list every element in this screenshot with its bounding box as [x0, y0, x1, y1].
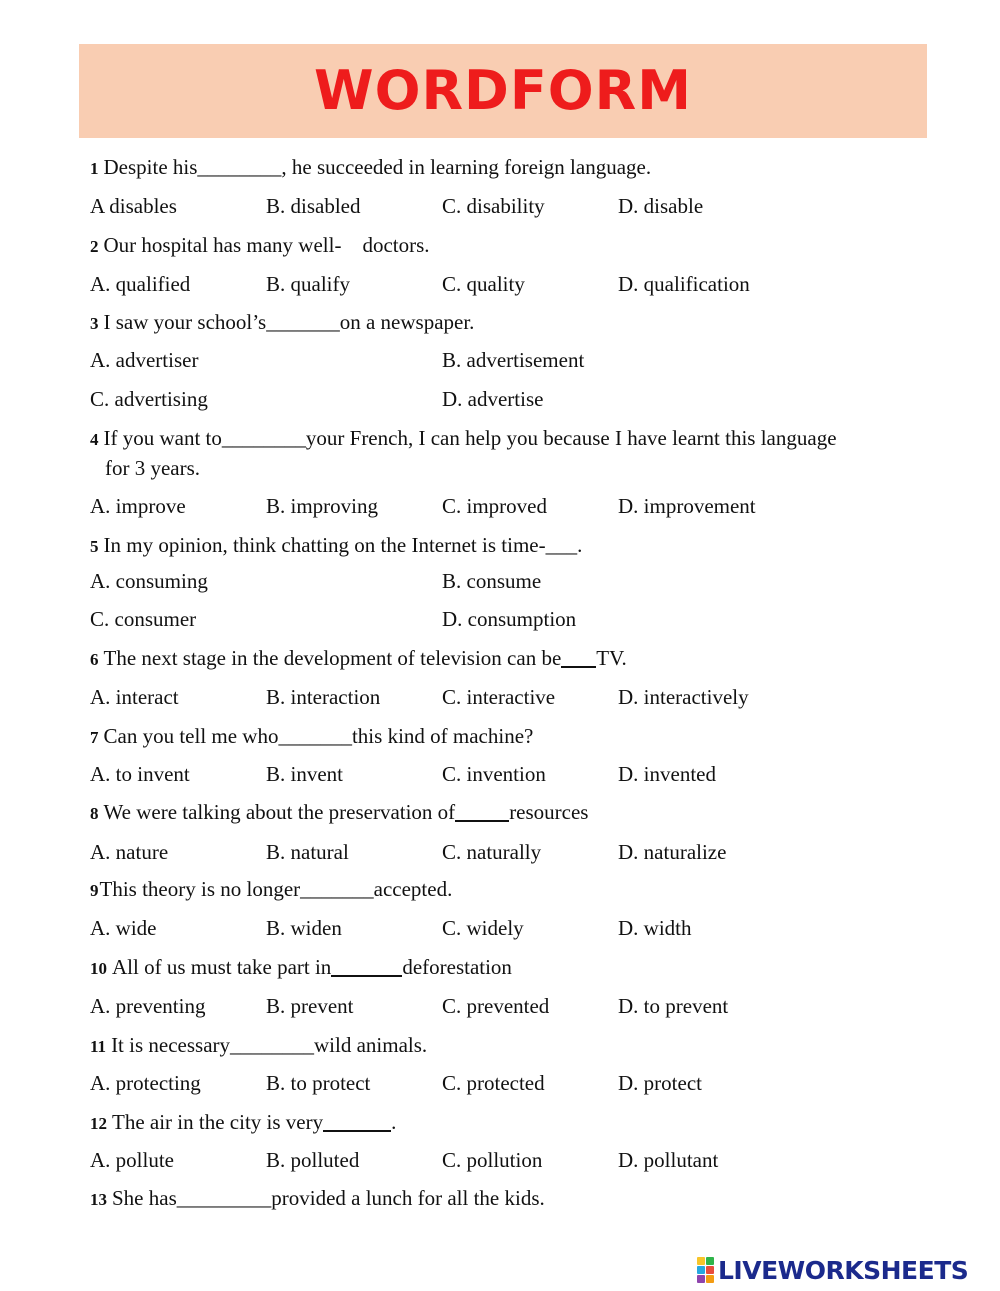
answer-blank[interactable] [455, 802, 509, 822]
option-a[interactable]: A. consuming [90, 569, 208, 593]
worksheet-title: WORDFORM [314, 59, 692, 122]
question-9 [90, 875, 452, 905]
option-c[interactable]: C. invention [442, 762, 546, 786]
question-7 [90, 722, 533, 752]
option-b[interactable]: B. disabled [266, 194, 361, 218]
option-b[interactable]: B. natural [266, 840, 349, 864]
question-text: Despite his________, he succeeded in learning foreign language. [103, 155, 652, 179]
option-d[interactable]: D. naturalize [618, 840, 727, 864]
question-number: 7 [90, 728, 99, 747]
question-text-end: . [391, 1110, 397, 1134]
option-c[interactable]: C. quality [442, 272, 525, 296]
question-6 [90, 644, 627, 674]
option-a[interactable]: A. to invent [90, 762, 190, 786]
question-number: 2 [90, 237, 99, 256]
question-2 [90, 231, 430, 261]
option-a[interactable]: A. protecting [90, 1071, 201, 1095]
option-c[interactable]: C. pollution [442, 1148, 543, 1172]
question-text: It is necessary________wild animals. [111, 1033, 428, 1057]
option-d[interactable]: D. disable [618, 194, 704, 218]
question-number: 3 [90, 314, 99, 333]
question-number: 10 [90, 959, 107, 978]
option-d[interactable]: D. width [618, 916, 692, 940]
question-11 [90, 1031, 427, 1061]
option-d[interactable]: D. interactively [618, 685, 749, 709]
question-text: In my opinion, think chatting on the Internet is time-___. [103, 533, 583, 557]
option-c[interactable]: C. prevented [442, 994, 550, 1018]
option-d[interactable]: D. protect [618, 1071, 702, 1095]
question-number: 5 [90, 537, 99, 556]
title-banner [79, 44, 927, 138]
option-c[interactable]: C. widely [442, 916, 524, 940]
question-text: Our hospital has many well- doctors. [103, 233, 430, 257]
logo-text: LIVEWORKSHEETS [718, 1255, 969, 1285]
option-d[interactable]: D. consumption [442, 607, 577, 631]
option-c[interactable]: C. advertising [90, 387, 208, 411]
option-b[interactable]: B. to protect [266, 1071, 371, 1095]
option-a[interactable]: A. advertiser [90, 348, 199, 372]
option-d[interactable]: D. improvement [618, 494, 756, 518]
option-d[interactable]: D. pollutant [618, 1148, 719, 1172]
question-text-continued: for 3 years. [105, 456, 201, 480]
question-5 [90, 531, 582, 561]
option-a[interactable]: A. qualified [90, 272, 191, 296]
option-d[interactable]: D. qualification [618, 272, 750, 296]
option-b[interactable]: B. consume [442, 569, 542, 593]
logo-icon [697, 1257, 714, 1283]
answer-blank[interactable] [323, 1112, 391, 1132]
option-c[interactable]: C. naturally [442, 840, 542, 864]
option-d[interactable]: D. advertise [442, 387, 544, 411]
option-b[interactable]: B. invent [266, 762, 343, 786]
option-d[interactable]: D. invented [618, 762, 716, 786]
question-text: The next stage in the development of television can be [103, 646, 562, 670]
option-b[interactable]: B. improving [266, 494, 379, 518]
option-a[interactable]: A. improve [90, 494, 186, 518]
answer-blank[interactable] [331, 957, 402, 977]
question-13 [90, 1184, 545, 1214]
question-text-end: deforestation [402, 955, 512, 979]
option-b[interactable]: B. polluted [266, 1148, 360, 1172]
option-a[interactable]: A. wide [90, 916, 157, 940]
option-a[interactable]: A. interact [90, 685, 179, 709]
question-3 [90, 308, 474, 338]
question-text: If you want to________your French, I can help you because I have learnt this language [103, 426, 837, 450]
option-b[interactable]: B. widen [266, 916, 342, 940]
option-b[interactable]: B. prevent [266, 994, 354, 1018]
question-number: 12 [90, 1114, 107, 1133]
option-b[interactable]: B. qualify [266, 272, 350, 296]
question-text-end: TV. [596, 646, 627, 670]
question-8 [90, 798, 588, 828]
answer-blank[interactable] [561, 648, 596, 668]
option-a[interactable]: A. nature [90, 840, 169, 864]
question-text: All of us must take part in [112, 955, 332, 979]
question-text: Can you tell me who_______this kind of machine? [103, 724, 534, 748]
question-1 [90, 153, 651, 183]
option-b[interactable]: B. advertisement [442, 348, 585, 372]
question-number: 9 [90, 881, 99, 900]
option-c[interactable]: C. disability [442, 194, 545, 218]
question-number: 8 [90, 804, 99, 823]
question-number: 6 [90, 650, 99, 669]
question-number: 11 [90, 1037, 107, 1056]
option-a[interactable]: A disables [90, 194, 177, 218]
question-4 [90, 424, 837, 454]
question-number: 13 [90, 1190, 107, 1209]
option-c[interactable]: C. interactive [442, 685, 556, 709]
question-10 [90, 953, 512, 983]
liveworksheets-logo [697, 1255, 968, 1285]
option-c[interactable]: C. consumer [90, 607, 197, 631]
question-text-end: resources [509, 800, 589, 824]
question-text: She has_________provided a lunch for all the kids. [112, 1186, 545, 1210]
question-number: 4 [90, 430, 99, 449]
question-number: 1 [90, 159, 99, 178]
option-a[interactable]: A. pollute [90, 1148, 174, 1172]
question-text: We were talking about the preservation of [103, 800, 456, 824]
option-b[interactable]: B. interaction [266, 685, 381, 709]
question-text: I saw your school’s_______on a newspaper. [103, 310, 475, 334]
option-c[interactable]: C. improved [442, 494, 547, 518]
question-12 [90, 1108, 396, 1138]
question-text: This theory is no longer_______accepted. [99, 877, 453, 901]
option-a[interactable]: A. preventing [90, 994, 206, 1018]
option-c[interactable]: C. protected [442, 1071, 545, 1095]
option-d[interactable]: D. to prevent [618, 994, 729, 1018]
question-text: The air in the city is very [112, 1110, 324, 1134]
